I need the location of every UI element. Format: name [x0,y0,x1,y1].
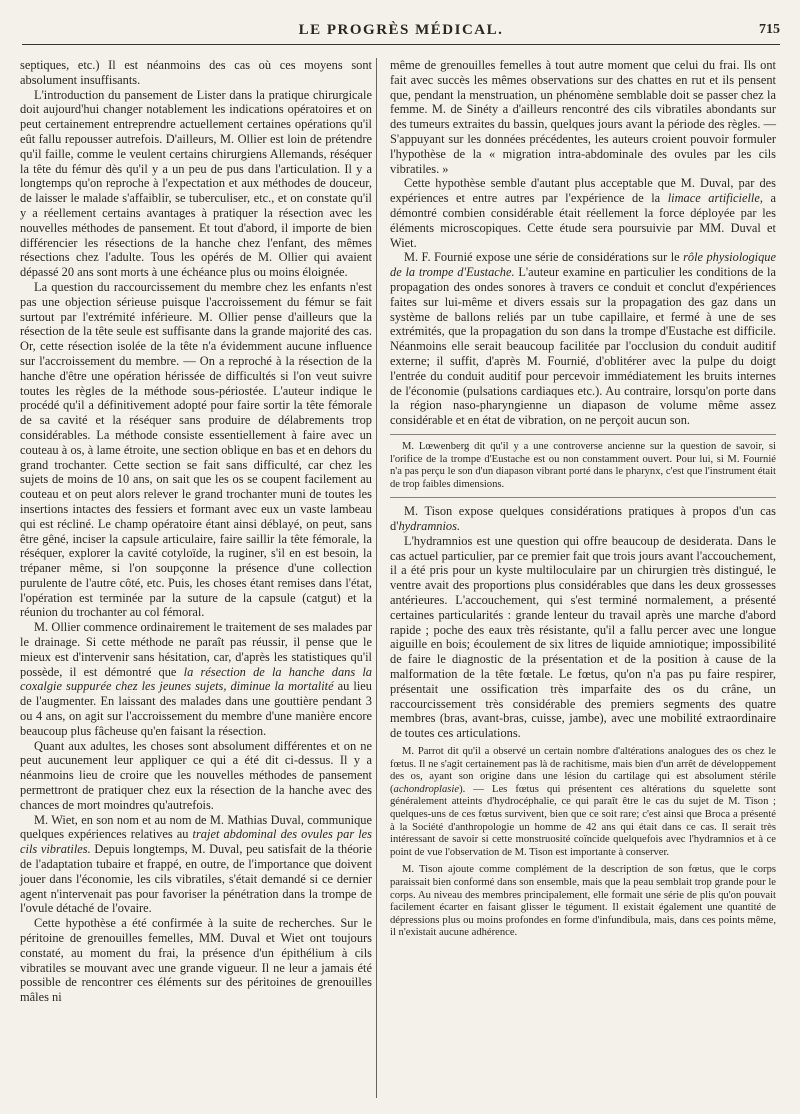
page-header [22,20,780,45]
text-run: Cette hypothèse semble d'autant plus acceptable que M. Duval, par des expériences et entre autres par l'expérience de la [390,176,776,206]
right-column [390,58,776,945]
text-run: M. F. Fournié expose une série de considérations sur le [404,250,684,265]
running-title: LE PROGRÈS MÉDICAL. [298,22,504,38]
text-run: ). — Les fœtus qui présentent ces altérations du squelette sont généralement atteints d'hydrocéphalie, ce qui paraît être le cas du sujet de M. Tison ; quelques-uns de ces fœtus survivent, bien que ce soit rare; c'est ainsi que Broca a présenté à la Société d'anthropologie un homme de 42 ans qui était dans ce cas. Il serait très intéressant de savoir si cette monstruosité coïncide quelquefois avec l'hydramnios et à ce point de vue l'observation de M. Tison est importante à conserver. [390,783,776,858]
paragraph: La question du raccourcissement du membre chez les enfants n'est pas une objection sérieuse puisque l'accroissement du fémur se fait surtout par l'extrémité inférieure. M. Ollier pense d'ailleurs que la résection de la tête seule est suffisante dans la grande majorité des cas. Or, cette résection isolée de la tête n'a évidemment aucune influence sur l'accroissement du membre. — On a reproché à la résection de la hanche d'être une opération hérissée de difficultés si l'on veut suivre toutes les règles de la méthode sous-périostée. L'auteur indique le procédé qu'il a définitivement adopté pour faire sortir la tête fémorale de sa cavité et la réséquer sans produire de délabrements trop considérables. La méthode consiste essentiellement à faire avec un couteau à os, à lame étroite, une section oblique en bas et en dehors du grand trochanter. Cette section se fait sans difficulté, car chez les sujets de moins de 10 ans, on sait que les os se coupent facilement au couteau et on peut alors relever le grand trochanter muni de toutes les insertions intactes des fessiers et formant avec eux un vaste lambeau qui est récliné. Le champ opératoire étant ainsi déblayé, on peut, sans être gêné, inciser la capsule articulaire, faire saillir la tête fémorale, la réséquer, explorer la cavité cotyloïde, la ruginer, s'il en est besoin, la trépaner même, si l'on soupçonne la présence d'une collection purulente de l'autre côté, etc. Puis, les choses étant remises dans l'état, l'opération est terminée par la suture de la capsule (catgut) et la réunion du trochanter au col fémoral. [20,279,372,620]
column-divider [376,58,377,1098]
text-run: Depuis longtemps, M. Duval, peu satisfait de la théorie de l'adaptation tubaire et frappé, en outre, de l'importance que doivent jouer dans l'économie, les cils vibratiles, s'était demandé si ce dernier agent n'intervenait pas pour favoriser la pénétration dans la trompe de l'ovule détaché de l'ovaire. [20,842,372,916]
paragraph: Quant aux adultes, les choses sont absolument différentes et on ne peut aucunement leur appliquer ce qui a été dit ci-dessus. Il y a néanmoins lieu de croire que les nouvelles méthodes de pansement permettront de pratiquer chez eux la résection de la hanche avec des chances de mort moindres qu'autrefois. [20,738,372,812]
paragraph: même de grenouilles femelles à tout autre moment que celui du frai. Ils ont fait avec succès les mêmes observations sur des chattes en rut et ils pensent que, pendant la menstruation, un phénomène semblable doit se passer chez la femme. M. de Sinéty a d'ailleurs rencontré des cils vibratiles abondants sur des tumeurs extraites du bassin, quelques jours avant la période des règles. — S'appuyant sur les données précédentes, les auteurs croient pouvoir formuler l'hypothèse de la « migration intra-abdominale des ovules par les cils vibratiles. » [390,58,776,176]
emphasis: trajet abdominal des ovules par les cils vibratiles. [20,827,372,857]
paragraph [390,250,776,428]
discussion-note: M. Lœwenberg dit qu'il y a une controverse ancienne sur la question de savoir, si l'orifice de la trompe d'Eustache est ou non constamment ouvert. Pour lui, si M. Fournié n'a pas perçu le son d'un diapason vibrant porté dans le pharynx, c'est que l'instrument était de trop faibles dimensions. [390,440,776,490]
discussion-note [390,746,776,859]
paragraph [20,620,372,738]
emphasis: rôle physiologique de la trompe d'Eustache. [390,250,776,280]
emphasis: limace artificielle [667,191,760,206]
text-run: L'auteur examine en particulier les conditions de la propagation des ondes sonores à travers ce conduit et conclut d'expériences faites sur lui-même et divers essais sur la propagation des gaz dans un système de ballons reliés par un tube capillaire, et fermé à une de ses extrémités, que la propagation du son dans la trompe d'Eustache est difficile. Néanmoins elle serait beaucoup facilitée par l'occlusion du conduit auditif externe; il suffit, d'après M. Fournié, d'oblitérer avec la pulpe du doigt l'entrée du conduit auditif pour percevoir immédiatement les bruits internes de l'économie (pulsations cardiaques etc.). Au contraire, lorsqu'on porte dans la région naso-pharyngienne un diapason de volume même assez considérable et en état de vibration, on ne perçoit aucun son. [390,265,776,428]
paragraph: Cette hypothèse a été confirmée à la suite de recherches. Sur le péritoine de grenouilles femelles, MM. Duval et Wiet ont toujours constaté, au moment du frai, la présence d'un épithélium à cils vibratiles se mouvant avec une grande vigueur. Il ne leur a jamais été possible de rencontrer ces éléments sur des péritoines de grenouilles mâles ni [20,916,372,1005]
paragraph: L'introduction du pansement de Lister dans la pratique chirurgicale doit aujourd'hui changer notablement les indications opératoires et on peut certainement entreprendre actuellement certaines opérations qu'il eût fallu repousser autrefois. D'ailleurs, M. Ollier est loin de prétendre qu'il faille, comme le veulent certains chirurgiens Allemands, réséquer la tête du fémur dès qu'il y a un peu de pus dans l'articulation. Il y a longtemps qu'on reproche à l'expectation et aux méthodes de douceur, de laisser le malade s'affaiblir, se tuberculiser, etc., et on constate qu'il y a réellement certains avantages à pratiquer la résection avec les nouvelles méthodes de pansement. Et tout d'abord, il importe de bien différencier les résections de la hanche chez l'enfant, des mêmes résections chez l'adulte. Tous les opérés de M. Ollier qui avaient dépassé 20 ans sont morts à une échéance plus ou moins éloignée. [20,87,372,280]
emphasis: hydramnios. [398,519,461,534]
text-run: au lieu de l'augmenter. En laissant des malades dans une gouttière pendant 3 ou 4 ans, on agit sur l'accroissement du membre d'une manière encore beaucoup plus fâcheuse qu'en faisant la résection. [20,679,372,738]
text-run: , a démontré combien considérable était réellement la force déployée par les éléments microscopiques. Cette étude sera poursuivie par MM. Duval et Wiet. [390,191,776,250]
section-rule [390,497,776,498]
paragraph [390,176,776,250]
text-run: M. Ollier commence ordinairement le traitement de ses malades par le drainage. Si cette méthode ne paraît pas réussir, il pense que le mieux est d'intervenir sans hésitation, car, d'après les statistiques qu'il possède, il est démontré que [20,620,372,679]
text-run: M. Tison expose quelques considérations pratiques à propos d'un cas d' [390,504,776,534]
page-number: 715 [759,22,780,37]
text-run: M. Parrot dit qu'il a observé un certain nombre d'altérations analogues des os chez le fœtus. Il ne s'agit certainement pas là de rachitisme, mais bien d'un arrêt de développement des os, ayant son origine dans une lésion du cartilage qui est absolument stérile ( [390,746,776,795]
text-run: M. Wiet, en son nom et au nom de M. Mathias Duval, communique quelques expériences relatives au [20,812,372,842]
left-column [20,58,372,1005]
emphasis: la résection de la hanche dans la coxalgie suppurée chez les jeunes sujets, diminue la mortalité [20,664,372,694]
discussion-note: M. Tison ajoute comme complément de la description de son fœtus, que le corps paraissait bien conformé dans son ensemble, mais que la peau semblait trop grande pour le corps. Au niveau des membres principalement, elle formait une série de plis qu'on pouvait facilement écarter en faisant glisser le tégument. Il existait également une quantité de dépressions plus ou moins profondes en forme d'infundibula, mais, dans ces points même, il n'existait aucune adhérence. [390,864,776,939]
section-rule [390,434,776,435]
paragraph [20,813,372,917]
paragraph: septiques, etc.) Il est néanmoins des cas où ces moyens sont absolument insuffisants. [20,58,372,87]
emphasis: achondroplasie [393,783,460,795]
paragraph: L'hydramnios est une question qui offre beaucoup de desiderata. Dans le cas actuel particulier, par ce premier fait que trois jours avant l'accouchement, il a été pris pour un kyste multiloculaire par un chirurgien très distingué, le ventre avait des proportions plus considérables que dans les deux grossesses antérieures. L'accouchement, qui s'est terminé normalement, a présenté certaines particularités : grande lenteur du travail après une marche d'abord rapide ; poche des eaux très résistante, qu'il a fallu percer avec une longue aiguille en bois; écoulement de six litres de liquide amniotique; impossibilité de faire le diagnostic de la présentation et de la position à cause de la malformation de la tête fœtale. Le fœtus, qu'on n'a pas pu faire respirer, présentait une ossification très imparfaite des os du crâne, un raccourcissement très considérable des premiers segments des quatre membres (bras, avant-bras, cuisse, jambe), avec une mobilité extraordinaire de toutes ces articulations. [390,533,777,741]
paragraph [390,504,776,534]
